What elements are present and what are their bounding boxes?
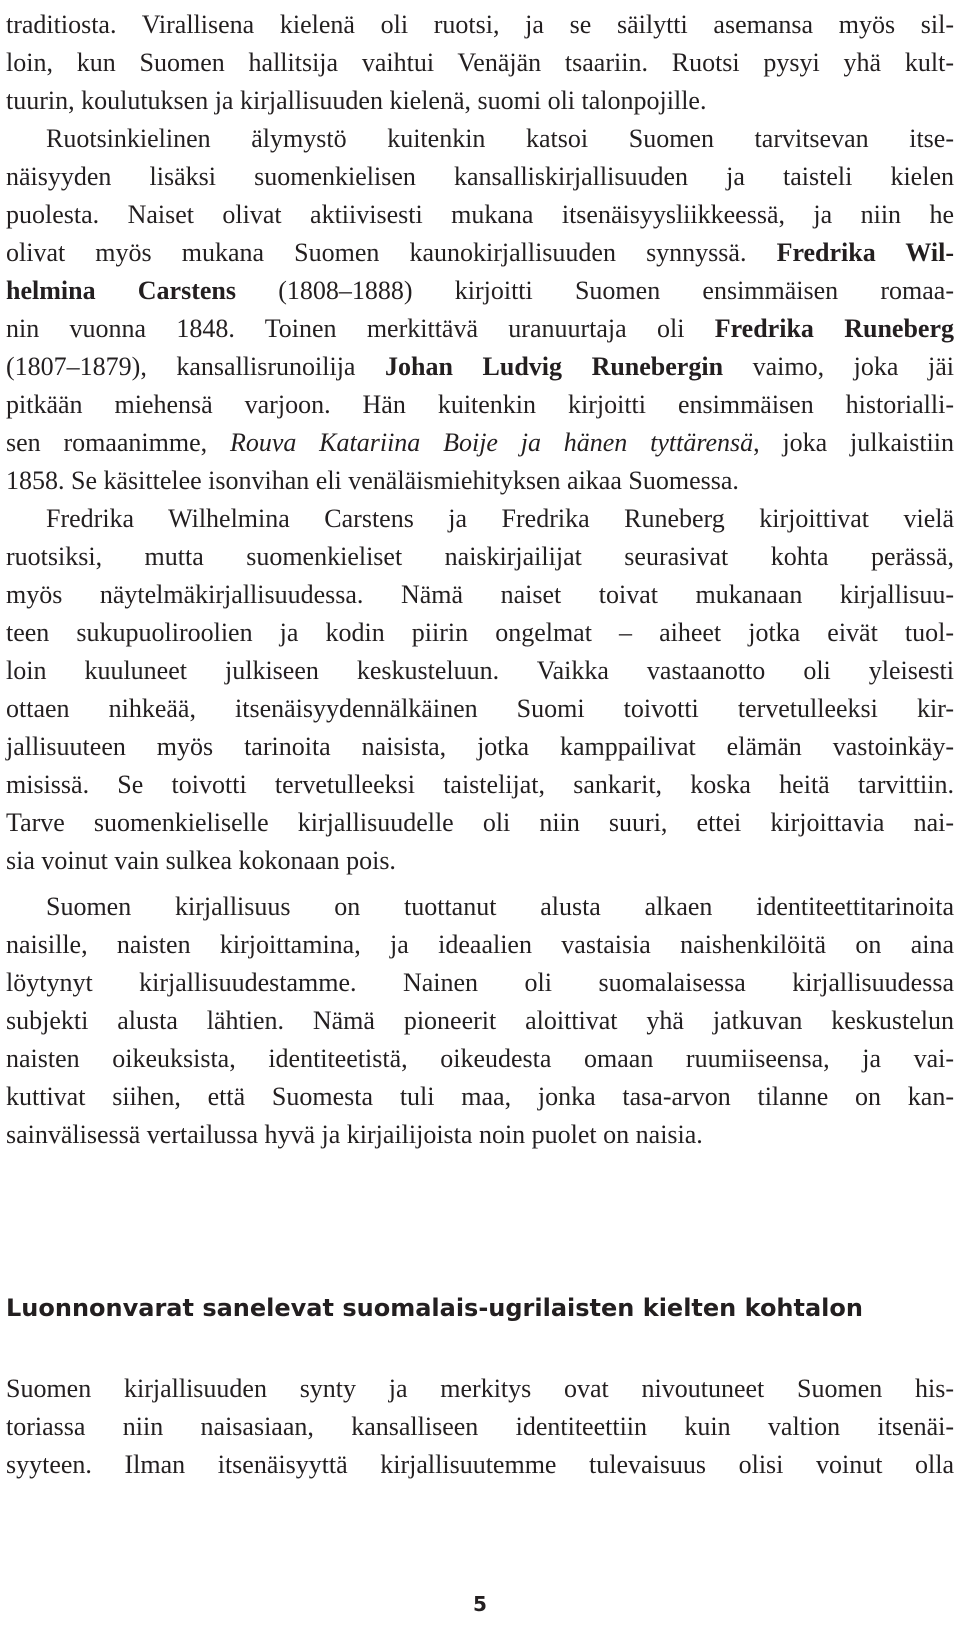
text-line	[6, 84, 954, 120]
text-run: subjekti alusta lähtien. Nämä pioneerit aloittivat yhä jatkuvan keskustelun	[6, 1006, 954, 1035]
text-run: sia voinut vain sulkea kokonaan pois.	[6, 846, 396, 875]
text-run: Suomen kirjallisuus on tuottanut alusta alkaen identiteettitarinoita	[46, 892, 954, 921]
text-line	[6, 928, 954, 964]
text-run: vaimo, joka jäi	[723, 352, 954, 381]
text-run: nin vuonna 1848. Toinen merkittävä uranuurtaja oli	[6, 314, 715, 343]
text-run: Tarve suomenkieliselle kirjallisuudelle oli niin suuri, ettei kirjoittavia nai-	[6, 808, 954, 837]
text-run: ruotsiksi, mutta suomenkieliset naiskirjailijat seurasivat kohta perässä,	[6, 542, 954, 571]
text-run: sen romaanimme,	[6, 428, 230, 457]
text-run: 1858. Se käsittelee isonvihan eli venäläismiehityksen aikaa Suomessa.	[6, 466, 739, 495]
text-line	[6, 540, 954, 576]
text-line	[6, 388, 954, 424]
text-run: löytynyt kirjallisuudestamme. Nainen oli suomalaisessa kirjallisuudessa	[6, 968, 954, 997]
text-run: ottaen nihkeää, itsenäisyydennälkäinen Suomi toivotti tervetulleeksi kir-	[6, 694, 954, 723]
text-line	[6, 198, 954, 234]
text-line	[6, 768, 954, 804]
bold-text: Fredrika Runeberg	[714, 314, 954, 343]
text-run: jallisuuteen myös tarinoita naisista, jotka kamppailivat elämän vastoinkäy-	[6, 732, 954, 761]
text-line	[6, 806, 954, 842]
text-run: näisyyden lisäksi suomenkielisen kansalliskirjallisuuden ja taisteli kielen	[6, 162, 954, 191]
text-line	[6, 1004, 954, 1040]
section-heading: Luonnonvarat sanelevat suomalais-ugrilaisten kielten kohtalon	[6, 1294, 863, 1322]
text-run: naisille, naisten kirjoittamina, ja ideaalien vastaisia naishenkilöitä on aina	[6, 930, 954, 959]
text-line	[6, 692, 954, 728]
text-line	[6, 274, 954, 310]
text-line	[6, 844, 954, 880]
text-run: toriassa niin naisasiaan, kansalliseen identiteettiin kuin valtion itsenäi-	[6, 1412, 954, 1441]
text-run: misissä. Se toivotti tervetulleeksi taistelijat, sankarit, koska heitä tarvittiin.	[6, 770, 954, 799]
text-run: (1807–1879), kansallisrunoilija	[6, 352, 386, 381]
italic-text: Rouva Katariina Boije ja hänen tyttärensä	[229, 428, 754, 457]
text-line	[6, 1410, 954, 1446]
text-run: puolesta. Naiset olivat aktiivisesti mukana itsenäisyysliikkeessä, ja niin he	[6, 200, 954, 229]
bold-text: Johan Ludvig Runebergin	[385, 352, 724, 381]
text-line	[6, 312, 954, 348]
text-line	[6, 464, 954, 500]
text-run: myös näytelmäkirjallisuudessa. Nämä naiset toivat mukanaan kirjallisuu-	[6, 580, 954, 609]
text-line	[6, 730, 954, 766]
text-line	[6, 426, 954, 462]
text-line	[6, 160, 954, 196]
text-line	[6, 236, 954, 272]
text-line	[6, 1118, 954, 1154]
text-line	[6, 1372, 954, 1408]
text-line	[6, 654, 954, 690]
text-run: olivat myös mukana Suomen kaunokirjallisuuden synnyssä.	[6, 238, 777, 267]
text-run: , joka julkaistiin	[753, 428, 954, 457]
text-line	[6, 1080, 954, 1116]
text-run: loin kuuluneet julkiseen keskusteluun. Vaikka vastaanotto oli yleisesti	[6, 656, 954, 685]
text-line	[6, 8, 954, 44]
text-run: (1808–1888) kirjoitti Suomen ensimmäisen romaa-	[236, 276, 954, 305]
bold-text: helmina Carstens	[6, 276, 236, 305]
page-number: 5	[473, 1592, 487, 1616]
text-line	[6, 1448, 954, 1484]
text-run: loin, kun Suomen hallitsija vaihtui Venäjän tsaariin. Ruotsi pysyi yhä kult-	[6, 48, 954, 77]
text-run: syyteen. Ilman itsenäisyyttä kirjallisuutemme tulevaisuus olisi voinut olla	[6, 1450, 954, 1479]
text-run: sainvälisessä vertailussa hyvä ja kirjailijoista noin puolet on naisia.	[6, 1120, 703, 1149]
text-line	[46, 502, 954, 538]
text-run: teen sukupuoliroolien ja kodin piirin ongelmat – aiheet jotka eivät tuol-	[6, 618, 954, 647]
text-run: Suomen kirjallisuuden synty ja merkitys ovat nivoutuneet Suomen his-	[6, 1374, 954, 1403]
text-line	[6, 616, 954, 652]
text-run: tuurin, koulutuksen ja kirjallisuuden kielenä, suomi oli talonpojille.	[6, 86, 707, 115]
text-run: Fredrika Wilhelmina Carstens ja Fredrika Runeberg kirjoittivat vielä	[46, 504, 954, 533]
text-line	[6, 46, 954, 82]
text-line	[6, 966, 954, 1002]
text-line	[6, 1042, 954, 1078]
text-line	[46, 890, 954, 926]
text-run: kuttivat siihen, että Suomesta tuli maa, jonka tasa-arvon tilanne on kan-	[6, 1082, 954, 1111]
text-run: naisten oikeuksista, identiteetistä, oikeudesta omaan ruumiiseensa, ja vai-	[6, 1044, 954, 1073]
text-run: Ruotsinkielinen älymystö kuitenkin katsoi Suomen tarvitsevan itse-	[46, 124, 954, 153]
text-line	[6, 350, 954, 386]
text-run: traditiosta. Virallisena kielenä oli ruotsi, ja se säilytti asemansa myös sil-	[6, 10, 954, 39]
text-run: pitkään miehensä varjoon. Hän kuitenkin kirjoitti ensimmäisen historialli-	[6, 390, 954, 419]
text-line	[6, 578, 954, 614]
text-line	[46, 122, 954, 158]
bold-text: Fredrika Wil-	[776, 238, 954, 267]
